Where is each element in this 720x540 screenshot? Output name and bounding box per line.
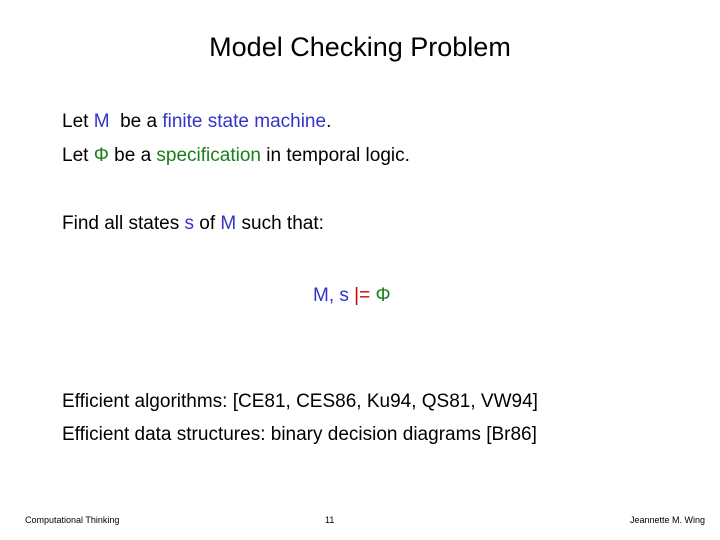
let-text: Let (62, 111, 94, 132)
temporal-logic-text: in temporal logic. (260, 145, 410, 166)
slide-title: Model Checking Problem (209, 32, 511, 62)
models-symbol: |= (354, 285, 371, 306)
definition-line-specification (62, 144, 410, 168)
satisfaction-formula (313, 284, 391, 308)
be-a-text: be a (109, 111, 163, 132)
phi-symbol: Φ (93, 145, 109, 166)
let-text: Let (62, 145, 94, 166)
machine-symbol: M (220, 213, 237, 234)
definition-line-machine (62, 110, 331, 134)
footer-page-number: 11 (325, 515, 335, 525)
footer-author: Jeannette M. Wing (629, 515, 705, 525)
of-text: of (194, 213, 221, 234)
such-that-text: such that: (236, 213, 324, 234)
formula-machine-state: M, s (313, 285, 355, 306)
footer-course-title: Computational Thinking (25, 515, 120, 525)
problem-statement-line (62, 212, 324, 236)
data-structures-line: Efficient data structures: binary decision diagrams [Br86] (62, 424, 537, 445)
machine-symbol: M (93, 111, 110, 132)
be-a-text: be a (108, 145, 157, 166)
find-text: Find all states (62, 213, 185, 234)
state-symbol: s (184, 213, 194, 234)
specification-term: specification (156, 145, 261, 166)
algorithms-line: Efficient algorithms: [CE81, CES86, Ku94, QS81, VW94] (62, 391, 538, 412)
formula-phi-symbol: Φ (375, 285, 391, 306)
period-text: . (326, 111, 332, 132)
finite-state-machine-term: finite state machine (162, 111, 327, 132)
